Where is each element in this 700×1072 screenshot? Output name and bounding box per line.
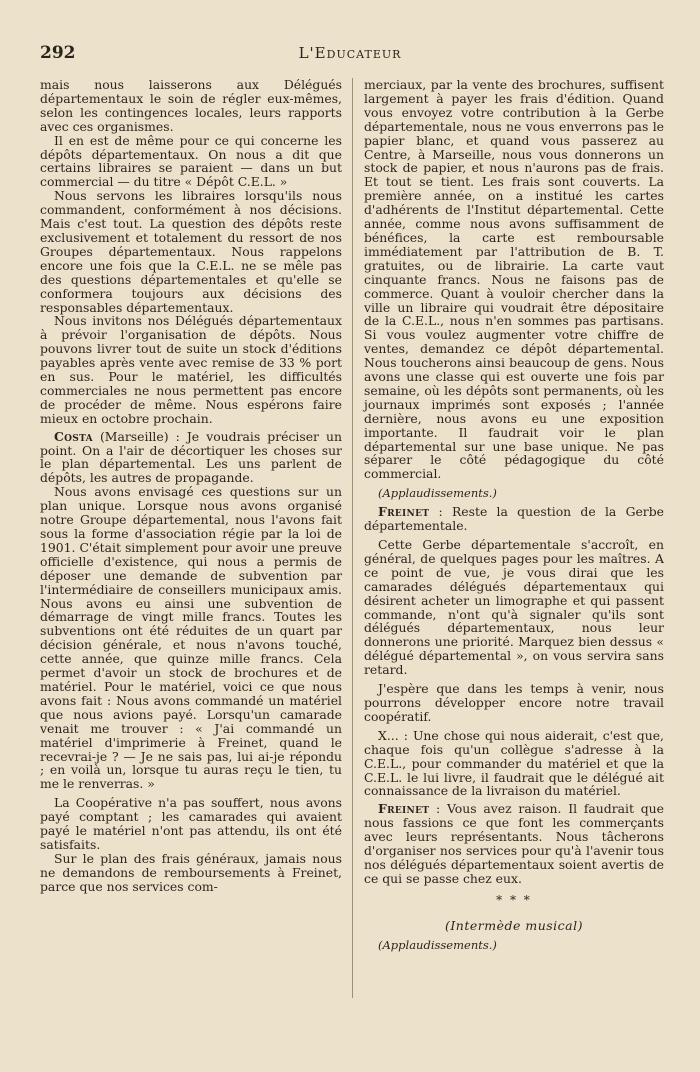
left-column: [40, 78, 353, 998]
speech-paragraph: [364, 802, 664, 885]
page-header: [40, 40, 660, 66]
paragraph: X... : Une chose qui nous aiderait, c'est que, chaque fois qu'un collègue s'adresse à la C.E.L., pour commander du matériel et que la C.E.L. le lui livre, il faudrait que le délégué ait connaissance de la livraison du matériel.: [364, 727, 664, 799]
paragraph: Cette Gerbe départementale s'accroît, en général, de quelques pages pour les maîtres. A ce point de vue, je vous dirai que les camarades délégués départementaux qui désirent acheter un limographe et qui passent commande, n'ont qu'à signaler qu'ils sont délégués départementaux, nous leur donnerons une priorité. Marquez bien dessus « délégué départemental », on vous servira sans retard.: [364, 537, 664, 678]
text-columns: [40, 78, 664, 998]
applause-note: (Applaudissements.): [378, 937, 497, 952]
applause-note: (Applaudissements.): [378, 486, 497, 501]
right-column: [364, 78, 664, 998]
speech-text: : Vous avez raison. Il faudrait que nous fassions ce que font les commerçants avec leurs représentants. Nous tâcherons d'organiser nos services pour qu'à l'avenir tous nos délégués départementaux soient avertis de ce qui se passe chez eux.: [364, 801, 664, 886]
paragraph: merciaux, par la vente des brochures, suffisent largement à payer les frais d'édition. Quand vous envoyez votre contribution à la Gerbe départementale, nous ne vous enverrons pas le papier blanc, et quand vous passerez au Centre, à Marseille, nous vous donnerons un stock de papier, et nous n'aurons pas de frais. Et tout se tient. Les frais sont couverts. La première année, on a institué les cartes d'adhérents de l'Institut départemental. Cette année, comme nous avons suffisamment de bénéfices, la carte est remboursable immédiatement par l'attribution de B. T. gratuites, ou de librairie. La carte vaut cinquante francs. Nous ne faisons pas de commerce. Quant à vouloir chercher dans la ville un libraire qui voudrait être dépositaire de la C.E.L., nous n'en sommes pas partisans. Si vous voulez augmenter votre chiffre de ventes, demandez ce dépôt départemental. Nous toucherons ainsi beaucoup de gens. Nous avons une classe qui est ouverte une fois par semaine, où les dépôts sont permanents, où les journaux imprimés sont exposés ; l'année dernière, nous avons eu une exposition importante. Il faudrait voir le plan départemental sur une base unique. Ne pas séparer le côté pédagogique du côté commercial.: [364, 77, 664, 482]
paragraph: mais nous laisserons aux Délégués départementaux le soin de régler eux-mêmes, selon les contingences locales, leurs rapports avec ces organismes.: [40, 77, 342, 134]
paragraph: Nous avons envisagé ces questions sur un plan unique. Lorsque nous avons organisé notre Groupe départemental, nous l'avons fait sous la forme d'association régie par la loi de 1901. C'était simplement pour avoir une preuve officielle d'existence, qui nous a permis de déposer une demande de subvention par l'intermédiaire de conseillers municipaux amis. Nous avons eu ainsi une subvention de démarrage de vingt mille francs. Toutes les subventions ont été réduites de un quart par décision générale, et nous n'avons touché, cette année, que quinze mille francs. Cela permet d'avoir un stock de brochures et de matériel. Pour le matériel, voici ce que nous avons fait : Nous avons commandé un matériel que nous avions payé. Lorsqu'un camarade venait me trouver : « J'ai commandé un matériel d'imprimerie à Freinet, quand le recevrai-je ? — Je ne sais pas, lui ai-je répondu ; en voilà un, lorsque tu auras reçu le tien, tu me le renverras. »: [40, 484, 342, 792]
interlude-note: (Intermède musical): [444, 917, 584, 933]
paragraph: J'espère que dans les temps à venir, nous pourrons développer encore notre travail coopératif.: [364, 681, 664, 724]
speech-text: (Marseille) : Je voudrais préciser un point. On a l'air de décortiquer les choses sur le plan départemental. Les uns parlent de dépôts, les autres de propagande.: [40, 428, 342, 486]
speech-text: : Reste la question de la Gerbe départementale.: [364, 504, 664, 534]
speaker-name: Costa: [54, 428, 93, 444]
section-break-asterisks: * * *: [496, 892, 532, 907]
speech-paragraph: [40, 430, 342, 486]
speaker-name: Freinet: [378, 801, 430, 817]
running-title: L'Educateur: [298, 44, 402, 62]
page-number: 292: [40, 43, 76, 63]
paragraph: La Coopérative n'a pas souffert, nous avons payé comptant ; les camarades qui avaient payé le matériel n'ont pas attendu, ils ont été satisfaits.: [40, 795, 342, 852]
paragraph: Nous invitons nos Délégués départementaux à prévoir l'organisation de dépôts. Nous pouvons livrer tout de suite un stock d'éditions payables après vente avec remise de 33 % port en sus. Pour le matériel, les difficultés commerciales ne nous permettent pas encore de procéder de même. Nous espérons faire mieux en octobre prochain.: [40, 313, 342, 426]
paragraph: Nous servons les libraires lorsqu'ils nous commandent, conformément à nos décisions. Mais c'est tout. La question des dépôts reste exclusivement et totalement du ressort de nos Groupes départementaux. Nous rappelons encore une fois que la C.E.L. ne se mêle pas des questions départementales et qu'elle se conformera toujours aux décisions des responsables départementaux.: [40, 188, 342, 315]
paragraph: Sur le plan des frais généraux, jamais nous ne demandons de remboursements à Freinet, parce que nos services com-: [40, 850, 342, 894]
speech-paragraph: [364, 505, 664, 533]
speaker-name: Freinet: [378, 504, 430, 520]
paragraph: Il en est de même pour ce qui concerne les dépôts départementaux. On nous a dit que certains libraires se paraient — dans un but commercial — du titre « Dépôt C.E.L. »: [40, 132, 342, 190]
